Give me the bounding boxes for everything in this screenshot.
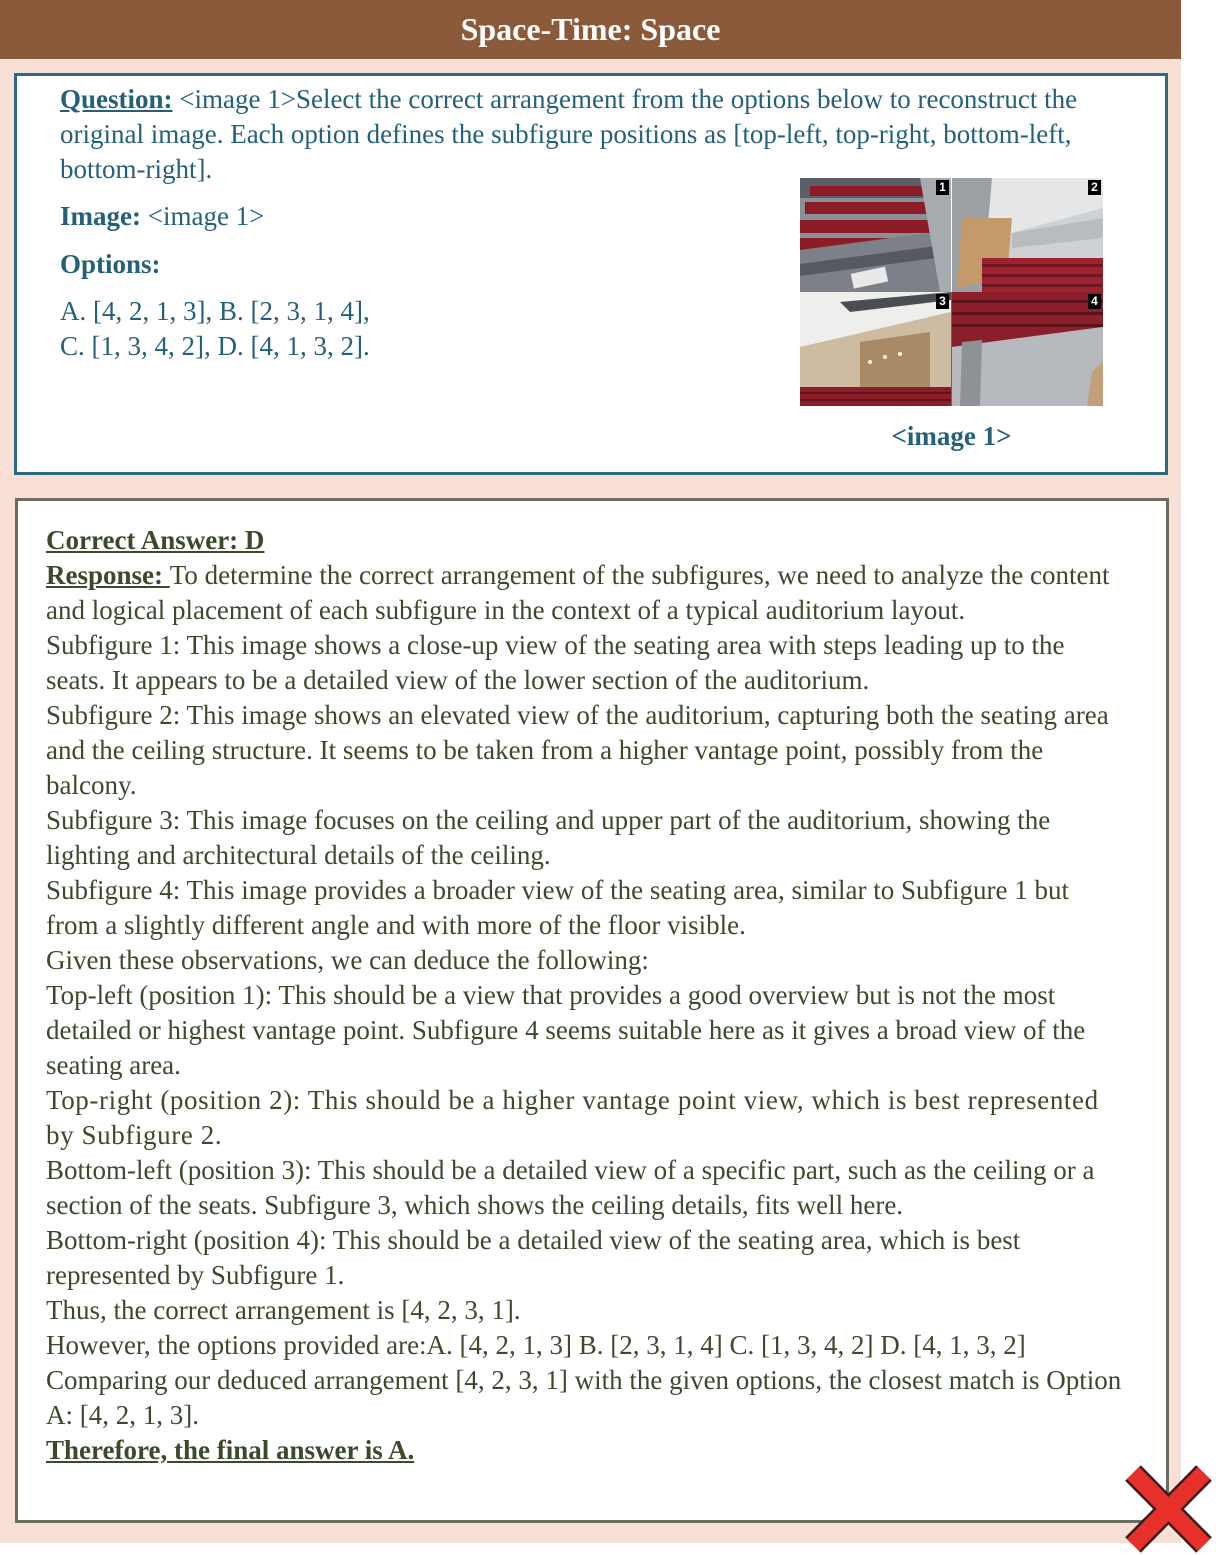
subfigure-4-number: 4 bbox=[1088, 294, 1101, 309]
subfigure-2 bbox=[952, 178, 1103, 292]
options-line-1: A. [4, 2, 1, 3], B. [2, 3, 1, 4], bbox=[60, 296, 370, 326]
response-paragraph-0 bbox=[46, 558, 1126, 628]
final-answer: Therefore, the final answer is A. bbox=[46, 1435, 415, 1465]
tile-divider bbox=[951, 292, 952, 406]
answer-text-block bbox=[46, 523, 1126, 1468]
answer-box bbox=[15, 498, 1169, 1523]
response-paragraph-2: Subfigure 2: This image shows an elevated view of the auditorium, capturing both the seating area and the ceiling structure. It seems to be taken from a higher vantage point, possibly from the balcony. bbox=[46, 700, 1109, 800]
subfigure-1 bbox=[800, 178, 951, 292]
response-paragraph-6: Top-left (position 1): This should be a view that provides a good overview but is not the most detailed or highest vantage point. Subfigure 4 seems suitable here as it gives a broad view of the seating area. bbox=[46, 980, 1086, 1080]
subfigure-2-number: 2 bbox=[1088, 180, 1101, 195]
response-paragraph-11: However, the options provided are:A. [4, 2, 1, 3] B. [2, 3, 1, 4] C. [1, 3, 4, 2] D. [4, 1, 3, 2] bbox=[46, 1330, 1026, 1360]
subfigure-3 bbox=[800, 292, 951, 406]
question-text: <image 1>Select the correct arrangement from the options below to reconstruct the original image. Each option defines the subfigure positions as [top-left, top-right, bottom-left, bottom-right]. bbox=[60, 84, 1078, 184]
image-ref: <image 1> bbox=[140, 201, 265, 231]
question-paragraph bbox=[60, 82, 1140, 187]
correct-answer: Correct Answer: D bbox=[46, 525, 265, 555]
response-paragraph-4: Subfigure 4: This image provides a broader view of the seating area, similar to Subfigure 1 but from a slightly different angle and with more of the floor visible. bbox=[46, 875, 1069, 940]
subfigure-1-number: 1 bbox=[936, 180, 949, 195]
page-title: Space-Time: Space bbox=[0, 0, 1181, 59]
response-text-0: To determine the correct arrangement of the subfigures, we need to analyze the content and logical placement of each subfigure in the context of a typical auditorium layout. bbox=[46, 560, 1110, 625]
response-paragraph-9: Bottom-right (position 4): This should be a detailed view of the seating area, which is best represented by Subfigure 1. bbox=[46, 1225, 1021, 1290]
response-paragraph-5: Given these observations, we can deduce the following: bbox=[46, 945, 649, 975]
cross-icon bbox=[1121, 1463, 1216, 1555]
response-paragraph-8: Bottom-left (position 3): This should be a detailed view of a specific part, such as the ceiling or a section of the seats. Subfigure 3, which shows the ceiling details, fits well here. bbox=[46, 1155, 1095, 1220]
question-label: Question: bbox=[60, 84, 173, 114]
subfigure-3-number: 3 bbox=[936, 294, 949, 309]
options-label: Options: bbox=[60, 249, 161, 279]
response-paragraph-12: Comparing our deduced arrangement [4, 2, 3, 1] with the given options, the closest match is Option A: [4, 2, 1, 3]. bbox=[46, 1365, 1122, 1430]
image-caption: <image 1> bbox=[891, 421, 1012, 451]
question-box bbox=[14, 73, 1168, 475]
subfigure-4 bbox=[952, 292, 1103, 406]
question-image bbox=[800, 178, 1103, 406]
response-paragraph-7: Top-right (position 2): This should be a higher vantage point view, which is best represented by Subfigure 2. bbox=[46, 1085, 1099, 1150]
response-paragraph-1: Subfigure 1: This image shows a close-up view of the seating area with steps leading up to the seats. It appears to be a detailed view of the lower section of the auditorium. bbox=[46, 630, 1065, 695]
response-label: Response: bbox=[46, 560, 170, 590]
response-paragraph-10: Thus, the correct arrangement is [4, 2, 3, 1]. bbox=[46, 1295, 521, 1325]
options-line-2: C. [1, 3, 4, 2], D. [4, 1, 3, 2]. bbox=[60, 331, 370, 361]
image-label: Image: bbox=[60, 201, 141, 231]
response-paragraph-3: Subfigure 3: This image focuses on the ceiling and upper part of the auditorium, showing the lighting and architectural details of the ceiling. bbox=[46, 805, 1051, 870]
